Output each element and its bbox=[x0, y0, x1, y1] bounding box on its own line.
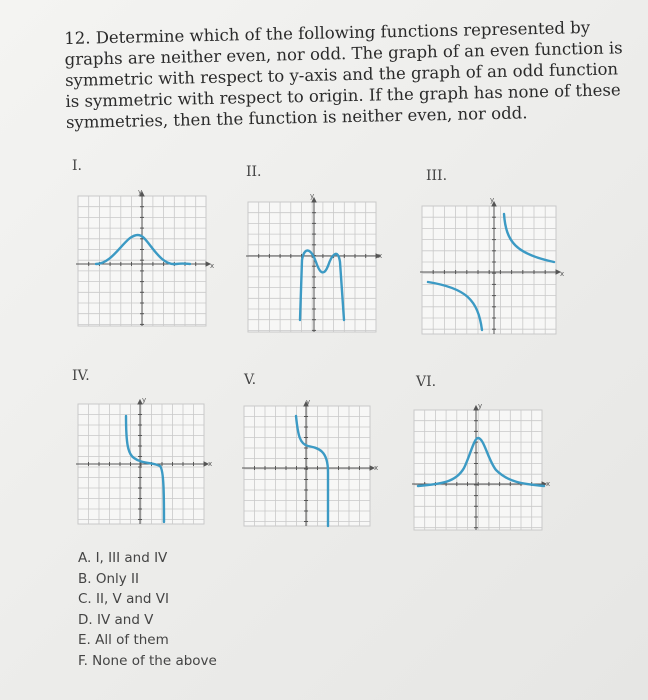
graph-2 bbox=[244, 190, 384, 340]
y-axis-label: y bbox=[490, 196, 495, 204]
choice-d[interactable]: D. IV and V bbox=[78, 611, 154, 628]
graph-label-1: I. bbox=[72, 158, 82, 174]
graph-label-5: V. bbox=[244, 372, 257, 388]
y-axis-label: y bbox=[142, 396, 147, 404]
x-axis-label: x bbox=[208, 460, 213, 468]
y-axis-label: y bbox=[478, 402, 483, 410]
answer-choices bbox=[78, 548, 217, 671]
graph-label-4: IV. bbox=[72, 368, 90, 384]
question-text: 12. Determine which of the following functions represented by graphs are neither even, nor odd. The graph of an even function is symmetric with respect to y-axis and the graph of an odd function is symmetric with respect to origin. If the graph has none of these symmetries, then the function is neither even, nor odd. bbox=[64, 17, 623, 132]
graph-label-3: III. bbox=[426, 168, 448, 184]
choice-b[interactable]: B. Only II bbox=[78, 570, 140, 587]
y-axis-label: y bbox=[310, 192, 315, 200]
x-axis-label: x bbox=[378, 252, 383, 260]
grid bbox=[248, 202, 376, 332]
graph-3 bbox=[420, 192, 568, 342]
y-axis-label: y bbox=[138, 188, 143, 196]
graph-4 bbox=[74, 394, 214, 534]
y-axis-label: y bbox=[306, 398, 311, 406]
graph-label-2: II. bbox=[246, 164, 262, 180]
graph-6 bbox=[412, 398, 552, 538]
graph-label-6: VI. bbox=[416, 374, 437, 390]
choice-a[interactable]: A. I, III and IV bbox=[78, 550, 168, 566]
graph-1 bbox=[76, 186, 216, 336]
grid bbox=[414, 410, 542, 530]
choice-f[interactable]: F. None of the above bbox=[78, 652, 217, 669]
choice-c[interactable]: C. II, V and VI bbox=[78, 591, 169, 607]
x-axis-label: x bbox=[210, 262, 215, 270]
x-axis-label: x bbox=[560, 270, 565, 278]
x-axis-label: x bbox=[546, 480, 551, 488]
x-axis-label: x bbox=[374, 464, 379, 472]
graph-5 bbox=[240, 396, 380, 536]
choice-e[interactable]: E. All of them bbox=[78, 632, 169, 648]
